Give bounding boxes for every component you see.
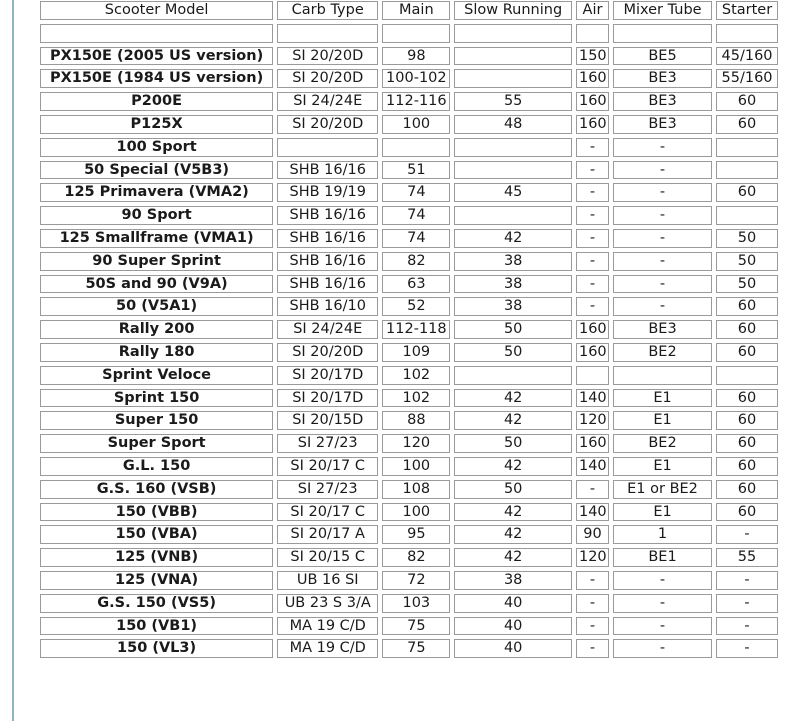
cell-carb-type: SI 20/20D <box>277 69 378 88</box>
cell-carb-type: SI 20/17D <box>277 389 378 408</box>
cell-main: 82 <box>382 252 450 271</box>
cell-model: Sprint Veloce <box>40 366 273 385</box>
cell-slow-running: 45 <box>454 183 572 202</box>
cell-starter: 60 <box>716 92 778 111</box>
cell-air <box>576 366 609 385</box>
cell-air: 160 <box>576 92 609 111</box>
table-row <box>40 92 778 111</box>
cell-carb-type: SHB 16/16 <box>277 229 378 248</box>
cell-starter: 60 <box>716 183 778 202</box>
table-row <box>40 206 778 225</box>
header-scooter-model: Scooter Model <box>40 1 273 20</box>
cell-main: 98 <box>382 47 450 66</box>
table-row <box>40 434 778 453</box>
cell-air: 160 <box>576 69 609 88</box>
cell-slow-running: 40 <box>454 594 572 613</box>
cell-slow-running: 42 <box>454 457 572 476</box>
table-row <box>40 275 778 294</box>
cell-carb-type: SHB 16/16 <box>277 161 378 180</box>
cell-slow-running: 42 <box>454 411 572 430</box>
cell-air: 140 <box>576 503 609 522</box>
cell-model: P200E <box>40 92 273 111</box>
table-row <box>40 548 778 567</box>
cell-mixer-tube: - <box>613 229 712 248</box>
cell-carb-type: SI 20/20D <box>277 343 378 362</box>
cell-slow-running: 55 <box>454 92 572 111</box>
cell-mixer-tube: - <box>613 252 712 271</box>
cell-air: - <box>576 639 609 658</box>
table-row <box>40 138 778 157</box>
cell-air: - <box>576 275 609 294</box>
table-row <box>40 183 778 202</box>
cell-model: 125 (VNA) <box>40 571 273 590</box>
cell-air: - <box>576 594 609 613</box>
cell-main: 82 <box>382 548 450 567</box>
cell-starter <box>716 138 778 157</box>
table-row <box>40 594 778 613</box>
cell-slow-running: 42 <box>454 229 572 248</box>
cell-slow-running <box>454 206 572 225</box>
cell-carb-type: SI 20/20D <box>277 47 378 66</box>
cell-starter: 60 <box>716 297 778 316</box>
cell-mixer-tube: - <box>613 571 712 590</box>
cell-main: 100 <box>382 503 450 522</box>
table-row <box>40 457 778 476</box>
cell-slow-running <box>454 69 572 88</box>
header-slow-running: Slow Running <box>454 1 572 20</box>
cell-air: 150 <box>576 47 609 66</box>
cell-starter: 45/160 <box>716 47 778 66</box>
cell-main: 74 <box>382 206 450 225</box>
cell-mixer-tube <box>613 366 712 385</box>
cell-air <box>576 24 609 43</box>
cell-starter <box>716 24 778 43</box>
cell-air: 140 <box>576 457 609 476</box>
cell-carb-type: SI 27/23 <box>277 434 378 453</box>
cell-model: 150 (VBB) <box>40 503 273 522</box>
cell-air: - <box>576 571 609 590</box>
cell-carb-type <box>277 24 378 43</box>
cell-starter <box>716 161 778 180</box>
cell-starter: 50 <box>716 252 778 271</box>
cell-slow-running <box>454 161 572 180</box>
table-row <box>40 343 778 362</box>
cell-carb-type: MA 19 C/D <box>277 639 378 658</box>
cell-slow-running: 38 <box>454 275 572 294</box>
cell-starter: 60 <box>716 480 778 499</box>
cell-carb-type: SI 20/20D <box>277 115 378 134</box>
cell-model: 50 (V5A1) <box>40 297 273 316</box>
cell-starter: - <box>716 617 778 636</box>
cell-carb-type: SI 20/17 C <box>277 457 378 476</box>
header-mixer-tube: Mixer Tube <box>613 1 712 20</box>
cell-model: 125 Smallframe (VMA1) <box>40 229 273 248</box>
cell-carb-type: SI 20/17 A <box>277 525 378 544</box>
cell-air: - <box>576 138 609 157</box>
cell-main: 109 <box>382 343 450 362</box>
cell-main: 74 <box>382 229 450 248</box>
cell-model: Rally 200 <box>40 320 273 339</box>
cell-model: 150 (VBA) <box>40 525 273 544</box>
table-row <box>40 571 778 590</box>
cell-carb-type: UB 16 SI <box>277 571 378 590</box>
table-row <box>40 411 778 430</box>
cell-model: G.L. 150 <box>40 457 273 476</box>
cell-main: 102 <box>382 366 450 385</box>
table-row <box>40 366 778 385</box>
cell-model: PX150E (1984 US version) <box>40 69 273 88</box>
table-row <box>40 617 778 636</box>
header-main: Main <box>382 1 450 20</box>
cell-carb-type: SHB 16/16 <box>277 275 378 294</box>
cell-carb-type: SI 20/17 C <box>277 503 378 522</box>
cell-air: 160 <box>576 434 609 453</box>
table-row <box>40 639 778 658</box>
cell-slow-running: 42 <box>454 548 572 567</box>
cell-mixer-tube: BE3 <box>613 320 712 339</box>
cell-model: PX150E (2005 US version) <box>40 47 273 66</box>
cell-model: 150 (VB1) <box>40 617 273 636</box>
cell-main: 74 <box>382 183 450 202</box>
cell-model: 90 Sport <box>40 206 273 225</box>
cell-starter: - <box>716 525 778 544</box>
cell-air: - <box>576 229 609 248</box>
cell-starter: 50 <box>716 229 778 248</box>
cell-slow-running: 40 <box>454 617 572 636</box>
table-row <box>40 161 778 180</box>
table-row <box>40 480 778 499</box>
cell-air: 160 <box>576 343 609 362</box>
cell-slow-running: 50 <box>454 480 572 499</box>
cell-model: Super 150 <box>40 411 273 430</box>
cell-model: 90 Super Sprint <box>40 252 273 271</box>
cell-carb-type: SI 24/24E <box>277 92 378 111</box>
cell-mixer-tube: BE3 <box>613 92 712 111</box>
cell-main: 100 <box>382 457 450 476</box>
cell-air: - <box>576 480 609 499</box>
cell-mixer-tube: - <box>613 183 712 202</box>
cell-air: - <box>576 252 609 271</box>
cell-mixer-tube: - <box>613 617 712 636</box>
cell-mixer-tube: BE5 <box>613 47 712 66</box>
cell-carb-type: SHB 16/16 <box>277 206 378 225</box>
table-row <box>40 525 778 544</box>
cell-carb-type: MA 19 C/D <box>277 617 378 636</box>
cell-carb-type: SI 20/15D <box>277 411 378 430</box>
cell-mixer-tube: 1 <box>613 525 712 544</box>
cell-mixer-tube: BE1 <box>613 548 712 567</box>
table-row <box>40 320 778 339</box>
cell-slow-running: 38 <box>454 571 572 590</box>
header-carb-type: Carb Type <box>277 1 378 20</box>
cell-model: 150 (VL3) <box>40 639 273 658</box>
cell-slow-running: 50 <box>454 434 572 453</box>
cell-mixer-tube: - <box>613 594 712 613</box>
cell-slow-running: 50 <box>454 320 572 339</box>
cell-main: 112-116 <box>382 92 450 111</box>
cell-carb-type: SHB 16/10 <box>277 297 378 316</box>
cell-main: 100-102 <box>382 69 450 88</box>
cell-main: 112-118 <box>382 320 450 339</box>
cell-slow-running: 40 <box>454 639 572 658</box>
cell-starter: 60 <box>716 434 778 453</box>
cell-slow-running: 50 <box>454 343 572 362</box>
cell-carb-type: UB 23 S 3/A <box>277 594 378 613</box>
cell-mixer-tube: - <box>613 161 712 180</box>
cell-carb-type: SI 20/17D <box>277 366 378 385</box>
cell-model: 125 (VNB) <box>40 548 273 567</box>
cell-mixer-tube: - <box>613 275 712 294</box>
cell-model: Rally 180 <box>40 343 273 362</box>
cell-slow-running: 38 <box>454 297 572 316</box>
cell-mixer-tube: BE2 <box>613 343 712 362</box>
cell-mixer-tube: E1 <box>613 411 712 430</box>
header-starter: Starter <box>716 1 778 20</box>
table-row <box>40 115 778 134</box>
cell-air: 140 <box>576 389 609 408</box>
cell-starter: - <box>716 571 778 590</box>
cell-carb-type: SI 24/24E <box>277 320 378 339</box>
cell-main: 103 <box>382 594 450 613</box>
cell-mixer-tube: BE3 <box>613 69 712 88</box>
cell-main: 75 <box>382 617 450 636</box>
cell-model: 125 Primavera (VMA2) <box>40 183 273 202</box>
cell-main: 52 <box>382 297 450 316</box>
header-air: Air <box>576 1 609 20</box>
cell-mixer-tube: - <box>613 639 712 658</box>
cell-slow-running <box>454 24 572 43</box>
cell-starter: 55/160 <box>716 69 778 88</box>
cell-air: - <box>576 297 609 316</box>
cell-model: 50S and 90 (V9A) <box>40 275 273 294</box>
cell-mixer-tube <box>613 24 712 43</box>
cell-mixer-tube: E1 or BE2 <box>613 480 712 499</box>
cell-main: 108 <box>382 480 450 499</box>
cell-air: - <box>576 206 609 225</box>
cell-air: 120 <box>576 411 609 430</box>
cell-mixer-tube: E1 <box>613 503 712 522</box>
cell-carb-type: SI 20/15 C <box>277 548 378 567</box>
cell-main: 72 <box>382 571 450 590</box>
cell-slow-running <box>454 47 572 66</box>
cell-starter: 60 <box>716 343 778 362</box>
cell-main: 100 <box>382 115 450 134</box>
cell-main: 51 <box>382 161 450 180</box>
cell-main: 63 <box>382 275 450 294</box>
table-row <box>40 503 778 522</box>
cell-starter: 55 <box>716 548 778 567</box>
table-row <box>40 47 778 66</box>
cell-carb-type: SHB 16/16 <box>277 252 378 271</box>
carburetor-table-container <box>36 0 782 662</box>
cell-model: 50 Special (V5B3) <box>40 161 273 180</box>
cell-mixer-tube: BE2 <box>613 434 712 453</box>
cell-model: 100 Sport <box>40 138 273 157</box>
cell-model: Super Sport <box>40 434 273 453</box>
cell-starter: 60 <box>716 115 778 134</box>
cell-model <box>40 24 273 43</box>
cell-starter: 50 <box>716 275 778 294</box>
cell-mixer-tube: - <box>613 138 712 157</box>
cell-main: 75 <box>382 639 450 658</box>
table-row <box>40 252 778 271</box>
cell-model: Sprint 150 <box>40 389 273 408</box>
cell-starter <box>716 206 778 225</box>
table-body <box>40 24 778 658</box>
cell-air: 120 <box>576 548 609 567</box>
cell-air: 160 <box>576 320 609 339</box>
cell-air: - <box>576 617 609 636</box>
cell-main: 88 <box>382 411 450 430</box>
cell-model: P125X <box>40 115 273 134</box>
cell-main: 95 <box>382 525 450 544</box>
cell-model: G.S. 160 (VSB) <box>40 480 273 499</box>
cell-mixer-tube: E1 <box>613 389 712 408</box>
cell-mixer-tube: - <box>613 297 712 316</box>
cell-starter: - <box>716 639 778 658</box>
cell-model: G.S. 150 (VS5) <box>40 594 273 613</box>
cell-main <box>382 138 450 157</box>
cell-carb-type: SI 27/23 <box>277 480 378 499</box>
header-row <box>40 1 778 20</box>
table-row <box>40 229 778 248</box>
cell-air: - <box>576 183 609 202</box>
cell-slow-running <box>454 138 572 157</box>
cell-air: 160 <box>576 115 609 134</box>
cell-starter: 60 <box>716 457 778 476</box>
carburetor-settings-table <box>36 0 782 662</box>
cell-starter: - <box>716 594 778 613</box>
cell-mixer-tube: BE3 <box>613 115 712 134</box>
cell-main: 120 <box>382 434 450 453</box>
cell-mixer-tube: E1 <box>613 457 712 476</box>
cell-slow-running: 38 <box>454 252 572 271</box>
cell-slow-running <box>454 366 572 385</box>
cell-main: 102 <box>382 389 450 408</box>
cell-carb-type <box>277 138 378 157</box>
cell-air: - <box>576 161 609 180</box>
cell-carb-type: SHB 19/19 <box>277 183 378 202</box>
cell-starter: 60 <box>716 503 778 522</box>
table-row <box>40 297 778 316</box>
cell-starter: 60 <box>716 411 778 430</box>
page-left-border <box>12 0 14 721</box>
cell-slow-running: 42 <box>454 503 572 522</box>
cell-air: 90 <box>576 525 609 544</box>
cell-slow-running: 42 <box>454 389 572 408</box>
cell-slow-running: 42 <box>454 525 572 544</box>
table-row <box>40 389 778 408</box>
table-row <box>40 24 778 43</box>
cell-main <box>382 24 450 43</box>
cell-starter: 60 <box>716 320 778 339</box>
table-row <box>40 69 778 88</box>
cell-starter <box>716 366 778 385</box>
cell-starter: 60 <box>716 389 778 408</box>
cell-mixer-tube: - <box>613 206 712 225</box>
cell-slow-running: 48 <box>454 115 572 134</box>
